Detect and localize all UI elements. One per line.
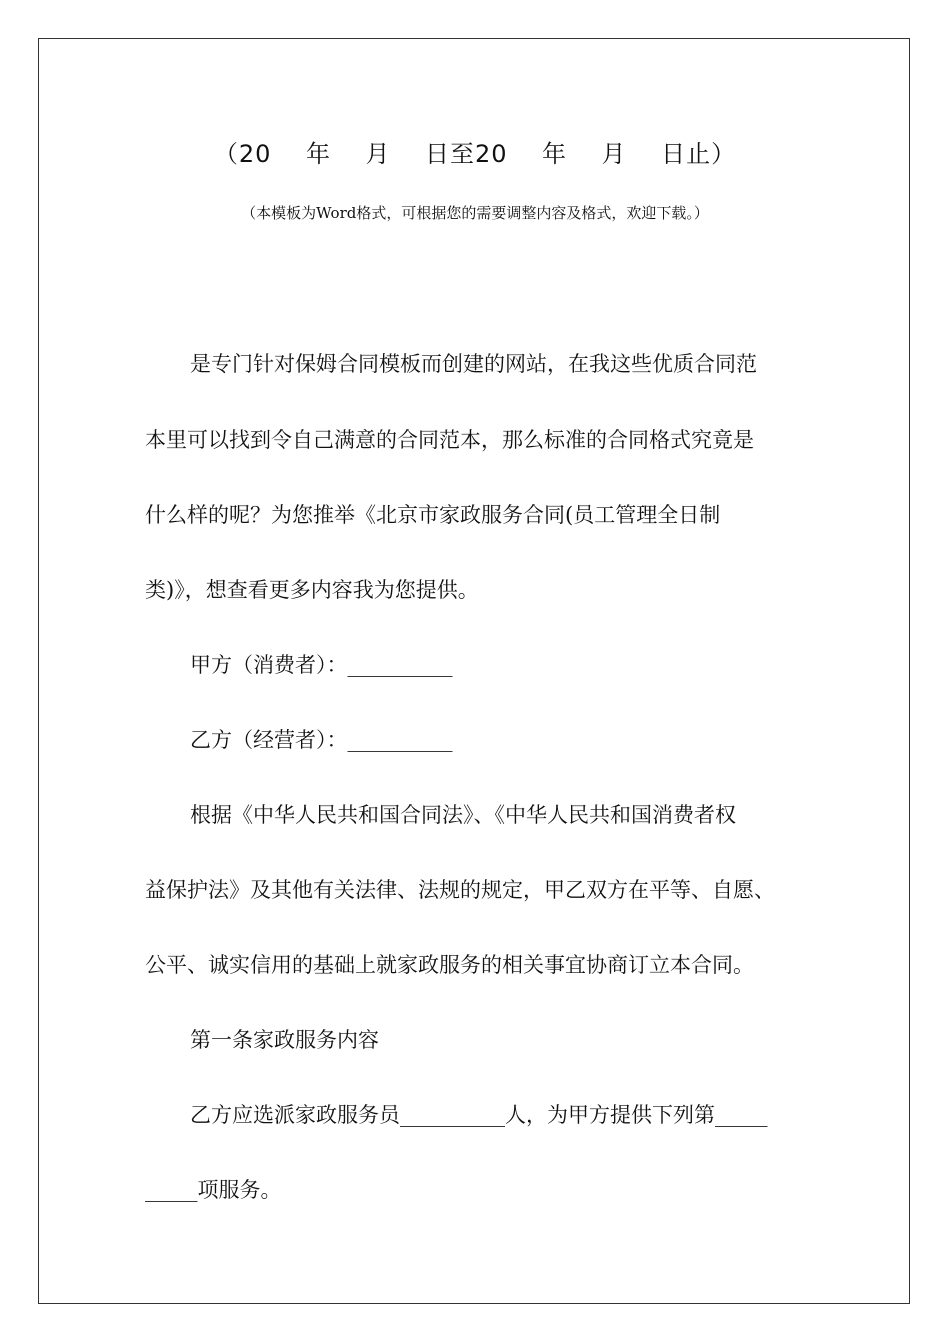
- paragraph-intro-line-4: 类)》，想查看更多内容我为您提供。: [145, 578, 479, 602]
- document-subtitle: （本模板为Word格式，可根据您的需要调整内容及格式，欢迎下载。）: [241, 204, 709, 222]
- paragraph-intro-line-1: 是专门针对保姆合同模板而创建的网站，在我这些优质合同范: [190, 352, 757, 376]
- paragraph-basis-line-1: 根据《中华人民共和国合同法》、《中华人民共和国消费者权: [190, 803, 736, 827]
- article-1-line-2: _____项服务。: [145, 1178, 282, 1202]
- party-a-field: 甲方（消费者）：__________: [190, 653, 453, 677]
- article-1-line-1: 乙方应选派家政服务员__________人，为甲方提供下列第_____: [190, 1103, 768, 1127]
- paragraph-basis-line-2: 益保护法》及其他有关法律、法规的规定，甲乙双方在平等、自愿、: [145, 878, 775, 902]
- party-b-field: 乙方（经营者）：__________: [190, 728, 453, 752]
- paragraph-basis-line-3: 公平、诚实信用的基础上就家政服务的相关事宜协商订立本合同。: [145, 953, 754, 977]
- article-1-heading: 第一条家政服务内容: [190, 1028, 379, 1052]
- document-title: （20 年 月 日至20 年 月 日止）: [213, 140, 737, 168]
- paragraph-intro-line-3: 什么样的呢？为您推举《北京市家政服务合同(员工管理全日制: [145, 503, 721, 527]
- paragraph-intro-line-2: 本里可以找到令自己满意的合同范本，那么标准的合同格式究竟是: [145, 428, 754, 452]
